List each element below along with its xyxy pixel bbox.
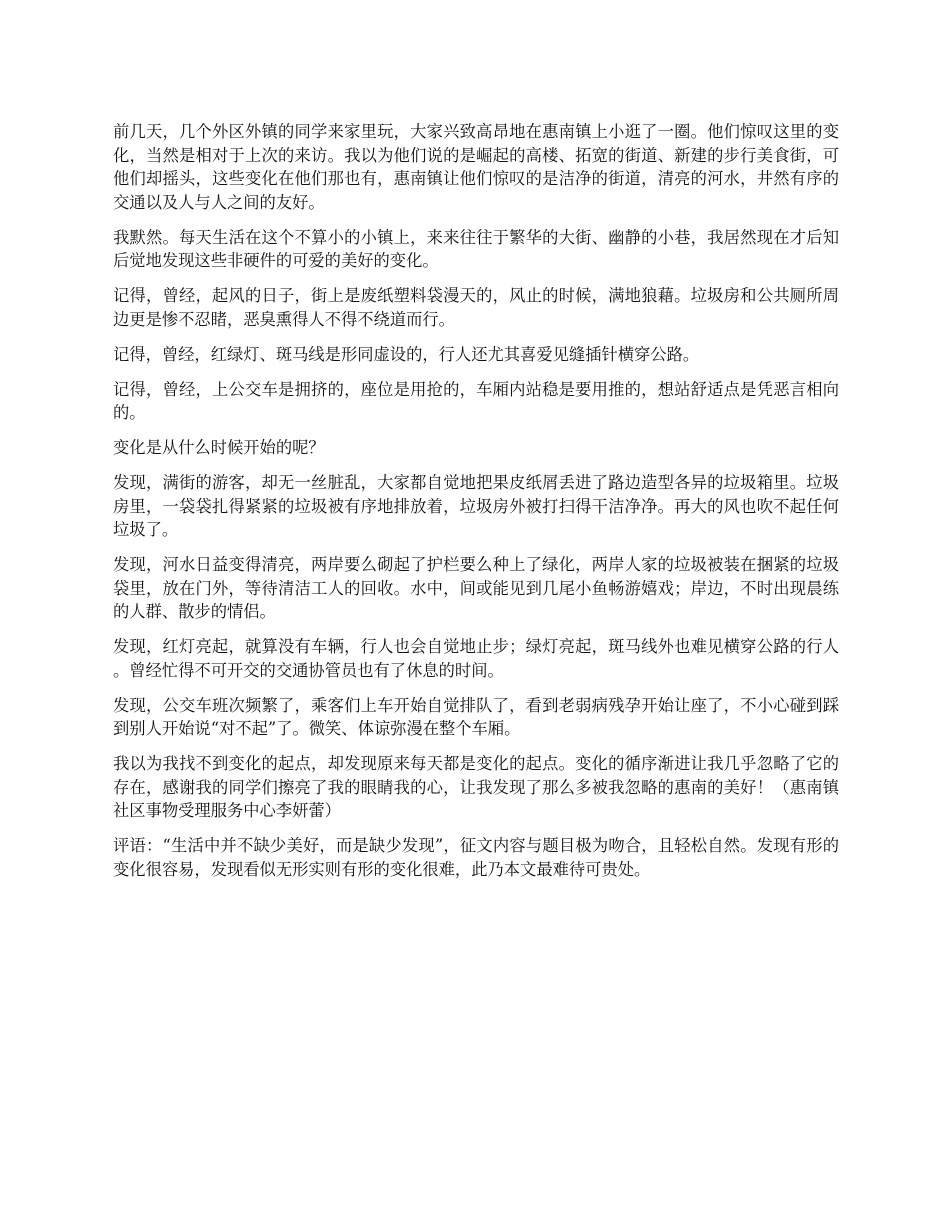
- paragraph-6: 变化是从什么时候开始的呢？: [113, 438, 325, 457]
- comment-paragraph: 评语：“生活中并不缺少美好，而是缺少发现”，征文内容与题目极为吻合，且轻松自然。发现有形的变化很容易，发现看似无形实则有形的变化很难，此乃本文最难待可贵处。: [113, 836, 839, 879]
- paragraph-10: 发现，公交车班次频繁了，乘客们上车开始自觉排队了，看到老弱病残孕开始让座了，不小心碰到踩到别人开始说“对不起”了。微笑、体谅弥漫在整个车厢。: [113, 695, 839, 738]
- paragraph-2: 我默然。每天生活在这个不算小的小镇上，来来往往于繁华的大街、幽静的小巷，我居然现在才后知后觉地发现这些非硬件的可爱的美好的变化。: [113, 227, 839, 270]
- paragraph-7: 发现，满街的游客，却无一丝脏乱，大家都自觉地把果皮纸屑丢进了路边造型各异的垃圾箱里。垃圾房里，一袋袋扎得紧紧的垃圾被有序地排放着，垃圾房外被打扫得干洁净净。再大的风也吹不起任何垃圾了。: [113, 473, 839, 539]
- paragraph-4: 记得，曾经，红绿灯、斑马线是形同虚设的，行人还尤其喜爱见缝插针横穿公路。: [113, 344, 700, 364]
- paragraph-3: 记得，曾经，起风的日子，街上是废纸塑料袋漫天的，风止的时候，满地狼藉。垃圾房和公共厕所周边更是惨不忍睹，恶臭熏得人不得不绕道而行。: [113, 286, 839, 329]
- paragraph-9: 发现，红灯亮起，就算没有车辆，行人也会自觉地止步；绿灯亮起，斑马线外也难见横穿公路的行人。曾经忙得不可开交的交通协管员也有了休息的时间。: [113, 637, 839, 680]
- paragraph-11: 我以为我找不到变化的起点，却发现原来每天都是变化的起点。变化的循序渐进让我几乎忽略了它的存在，感谢我的同学们擦亮了我的眼睛我的心，让我发现了那么多被我忽略的惠南的美好！（惠南镇社区事物受理服务中心李妍蕾）: [113, 754, 839, 820]
- document-body: [113, 120, 839, 893]
- paragraph-8: 发现，河水日益变得清亮，两岸要么砌起了护栏要么种上了绿化，两岸人家的垃圾被装在捆紧的垃圾袋里，放在门外，等待清洁工人的回收。水中，间或能见到几尾小鱼畅游嬉戏；岸边，不时出现晨练的人群、散步的情侣。: [113, 555, 839, 621]
- paragraph-5: 记得，曾经，上公交车是拥挤的，座位是用抢的，车厢内站稳是要用推的，想站舒适点是凭恶言相向的。: [113, 379, 839, 422]
- paragraph-1: 前几天，几个外区外镇的同学来家里玩，大家兴致高昂地在惠南镇上小逛了一圈。他们惊叹这里的变化，当然是相对于上次的来访。我以为他们说的是崛起的高楼、拓宽的街道、新建的步行美食街，可他们却摇头，这些变化在他们那也有，惠南镇让他们惊叹的是洁净的街道，清亮的河水，井然有序的交通以及人与人之间的友好。: [113, 122, 839, 212]
